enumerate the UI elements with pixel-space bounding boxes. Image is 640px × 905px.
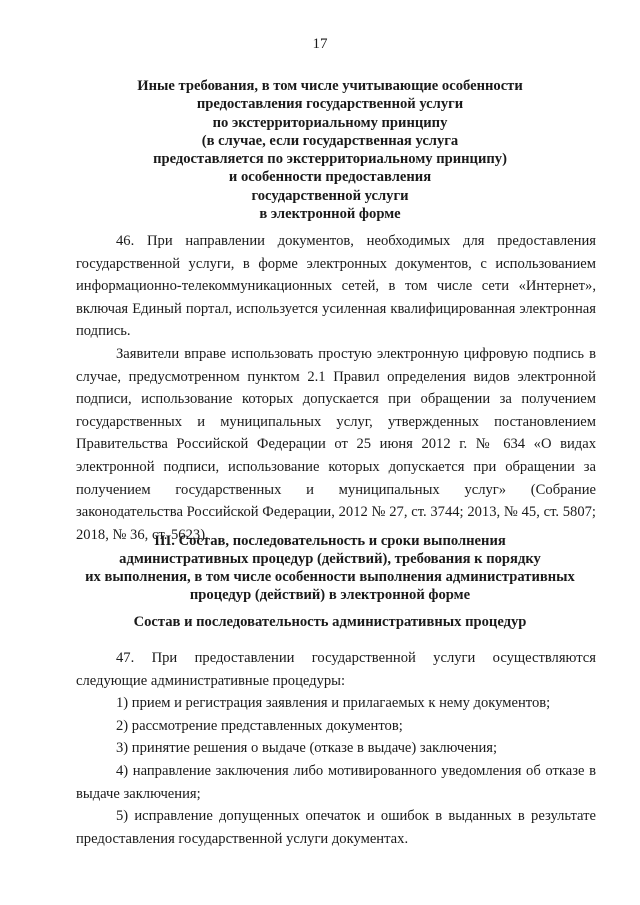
text-block-electronic-signature (76, 230, 596, 546)
paragraph-46: 46. При направлении документов, необходимых для предоставления государственной услуги, в форме электронных документов, с использованием информационно-телекоммуникационных сетей, в том числе сети «Интернет», включая Единый портал, используется усиленная квалифицированная электронная подпись. (76, 233, 596, 340)
heading-line: государственной услуги (251, 187, 409, 204)
list-item: 4) направление заключения либо мотивированного уведомления об отказе в выдаче заключения; (76, 762, 596, 802)
paragraph-47: 47. При предоставлении государственной услуги осуществляются следующие административные процедуры: (76, 650, 596, 689)
sub-heading-procedures: Состав и последовательность административных процедур (133, 614, 527, 630)
heading-line: III. Состав, последовательность и сроки выполнения (154, 533, 506, 549)
section-heading-iii (60, 532, 600, 604)
list-item: 2) рассмотрение представленных документов; (116, 717, 403, 734)
section-heading-other-requirements (60, 77, 600, 223)
list-item: 3) принятие решения о выдаче (отказе в выдаче) заключения; (116, 740, 498, 757)
heading-line: в электронной форме (259, 206, 401, 223)
list-item: 5) исправление допущенных опечаток и ошибок в выданных в результате предоставления государственной услуги документах. (76, 808, 596, 847)
text-block-procedures (76, 647, 596, 850)
heading-line: административных процедур (действий), требования к порядку (119, 551, 541, 567)
paragraph-simple-signature: Заявители вправе использовать простую электронную цифровую подпись в случае, предусмотренном пунктом 2.1 Правил определения видов электронной подписи, использование которых допускается при обращении за получением государственных и муниципальных услуг, утвержденных постановлением Правительства Российской Федерации от 25 июня 2012 г. № 634 «О видах электронной подписи, использование которых допускается при обращении за получением государственных и муниципальных услуг» (Собрание законодательства Российской Федерации, 2012 № 27, ст. 3744; 2013, № 45, ст. 5807; 2018, № 36, ст. 5623). (76, 345, 596, 543)
heading-line: предоставления государственной услуги (196, 96, 464, 113)
heading-line: предоставляется по экстерриториальному принципу) (153, 151, 507, 168)
heading-line: (в случае, если государственная услуга (201, 132, 459, 149)
heading-line: и особенности предоставления (228, 169, 432, 186)
list-item: 1) прием и регистрация заявления и прилагаемых к нему документов; (116, 695, 551, 712)
heading-line: по экстерриториальному принципу (212, 114, 448, 131)
page-number: 17 (312, 36, 328, 52)
heading-line: процедур (действий) в электронной форме (189, 587, 471, 603)
heading-line: их выполнения, в том числе особенности выполнения административных (85, 569, 575, 585)
heading-line: Иные требования, в том числе учитывающие особенности (137, 78, 523, 94)
